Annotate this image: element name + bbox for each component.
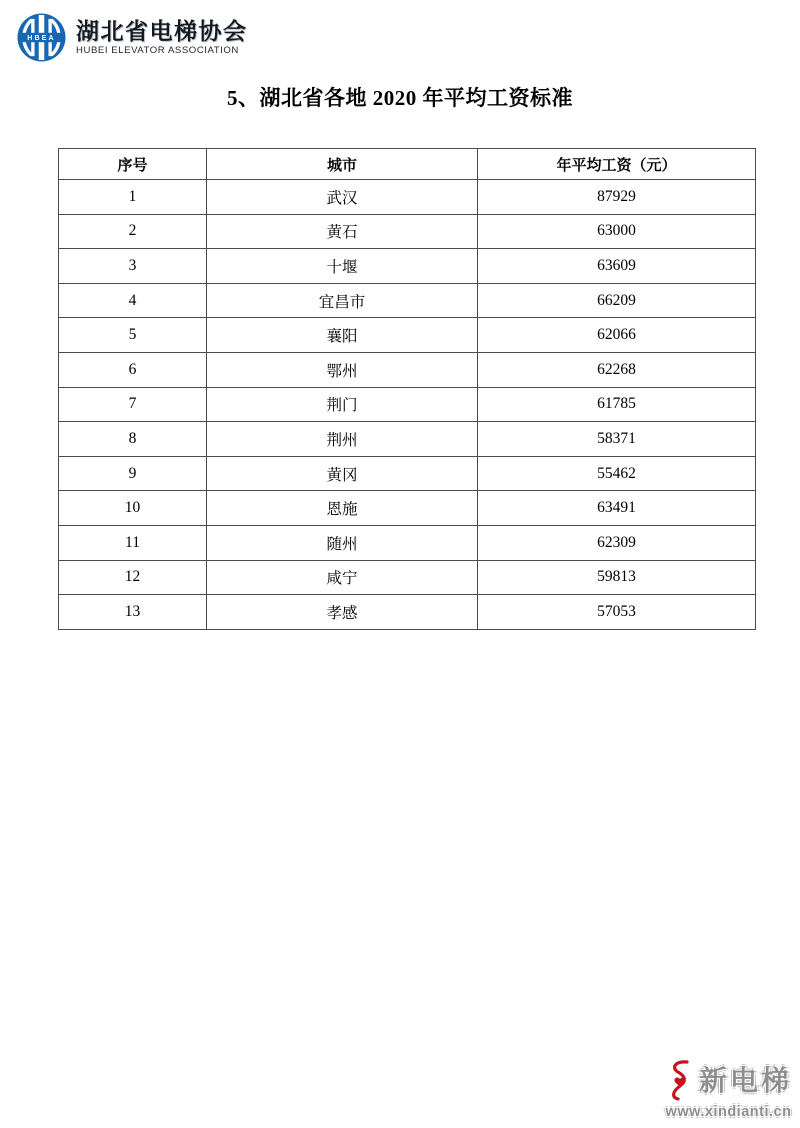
association-logo xyxy=(17,13,248,62)
cell-city: 黄石 xyxy=(207,214,478,249)
table-row xyxy=(59,595,756,630)
site-watermark xyxy=(665,1059,792,1120)
cell-index: 8 xyxy=(59,422,207,457)
cell-index: 4 xyxy=(59,283,207,318)
cell-city: 荆门 xyxy=(207,387,478,422)
hbea-emblem-icon xyxy=(17,13,66,62)
cell-index: 3 xyxy=(59,249,207,284)
cell-index: 5 xyxy=(59,318,207,353)
logo-text xyxy=(76,19,248,56)
logo-name-cn: 湖北省电梯协会 xyxy=(76,17,248,44)
table-row xyxy=(59,387,756,422)
header-index: 序号 xyxy=(59,149,207,180)
cell-city: 十堰 xyxy=(207,249,478,284)
table-row xyxy=(59,456,756,491)
table-row xyxy=(59,491,756,526)
cell-city: 恩施 xyxy=(207,491,478,526)
cell-city: 宜昌市 xyxy=(207,283,478,318)
cell-index: 10 xyxy=(59,491,207,526)
cell-wage: 62268 xyxy=(478,352,756,387)
svg-text:HBEA: HBEA xyxy=(27,35,56,43)
table-row xyxy=(59,249,756,284)
table-row xyxy=(59,422,756,457)
table-row xyxy=(59,180,756,215)
cell-wage: 87929 xyxy=(478,180,756,215)
cell-wage: 66209 xyxy=(478,283,756,318)
cell-city: 随州 xyxy=(207,525,478,560)
table-row xyxy=(59,352,756,387)
table-row xyxy=(59,283,756,318)
cell-wage: 57053 xyxy=(478,595,756,630)
xindianti-logo-icon xyxy=(665,1059,695,1103)
table-header-row xyxy=(59,149,756,180)
table-row xyxy=(59,214,756,249)
cell-wage: 62309 xyxy=(478,525,756,560)
watermark-name: 新电梯 xyxy=(698,1065,792,1096)
cell-city: 孝感 xyxy=(207,595,478,630)
cell-index: 12 xyxy=(59,560,207,595)
header-wage: 年平均工资（元） xyxy=(478,149,756,180)
cell-city: 鄂州 xyxy=(207,352,478,387)
cell-index: 1 xyxy=(59,180,207,215)
table-row xyxy=(59,525,756,560)
cell-wage: 55462 xyxy=(478,456,756,491)
cell-wage: 62066 xyxy=(478,318,756,353)
header-city: 城市 xyxy=(207,149,478,180)
cell-city: 咸宁 xyxy=(207,560,478,595)
cell-wage: 63000 xyxy=(478,214,756,249)
cell-index: 11 xyxy=(59,525,207,560)
cell-index: 6 xyxy=(59,352,207,387)
wage-table xyxy=(58,148,756,630)
cell-wage: 63609 xyxy=(478,249,756,284)
cell-index: 2 xyxy=(59,214,207,249)
cell-index: 9 xyxy=(59,456,207,491)
cell-city: 荆州 xyxy=(207,422,478,457)
cell-wage: 63491 xyxy=(478,491,756,526)
table-row xyxy=(59,318,756,353)
cell-wage: 59813 xyxy=(478,560,756,595)
cell-city: 武汉 xyxy=(207,180,478,215)
logo-name-en: HUBEI ELEVATOR ASSOCIATION xyxy=(76,45,239,57)
page-title: 5、湖北省各地 2020 年平均工资标准 xyxy=(227,86,573,110)
table-row xyxy=(59,560,756,595)
cell-city: 黄冈 xyxy=(207,456,478,491)
cell-index: 13 xyxy=(59,595,207,630)
cell-city: 襄阳 xyxy=(207,318,478,353)
cell-wage: 58371 xyxy=(478,422,756,457)
watermark-url: www.xindianti.cn xyxy=(665,1104,792,1120)
cell-wage: 61785 xyxy=(478,387,756,422)
cell-index: 7 xyxy=(59,387,207,422)
